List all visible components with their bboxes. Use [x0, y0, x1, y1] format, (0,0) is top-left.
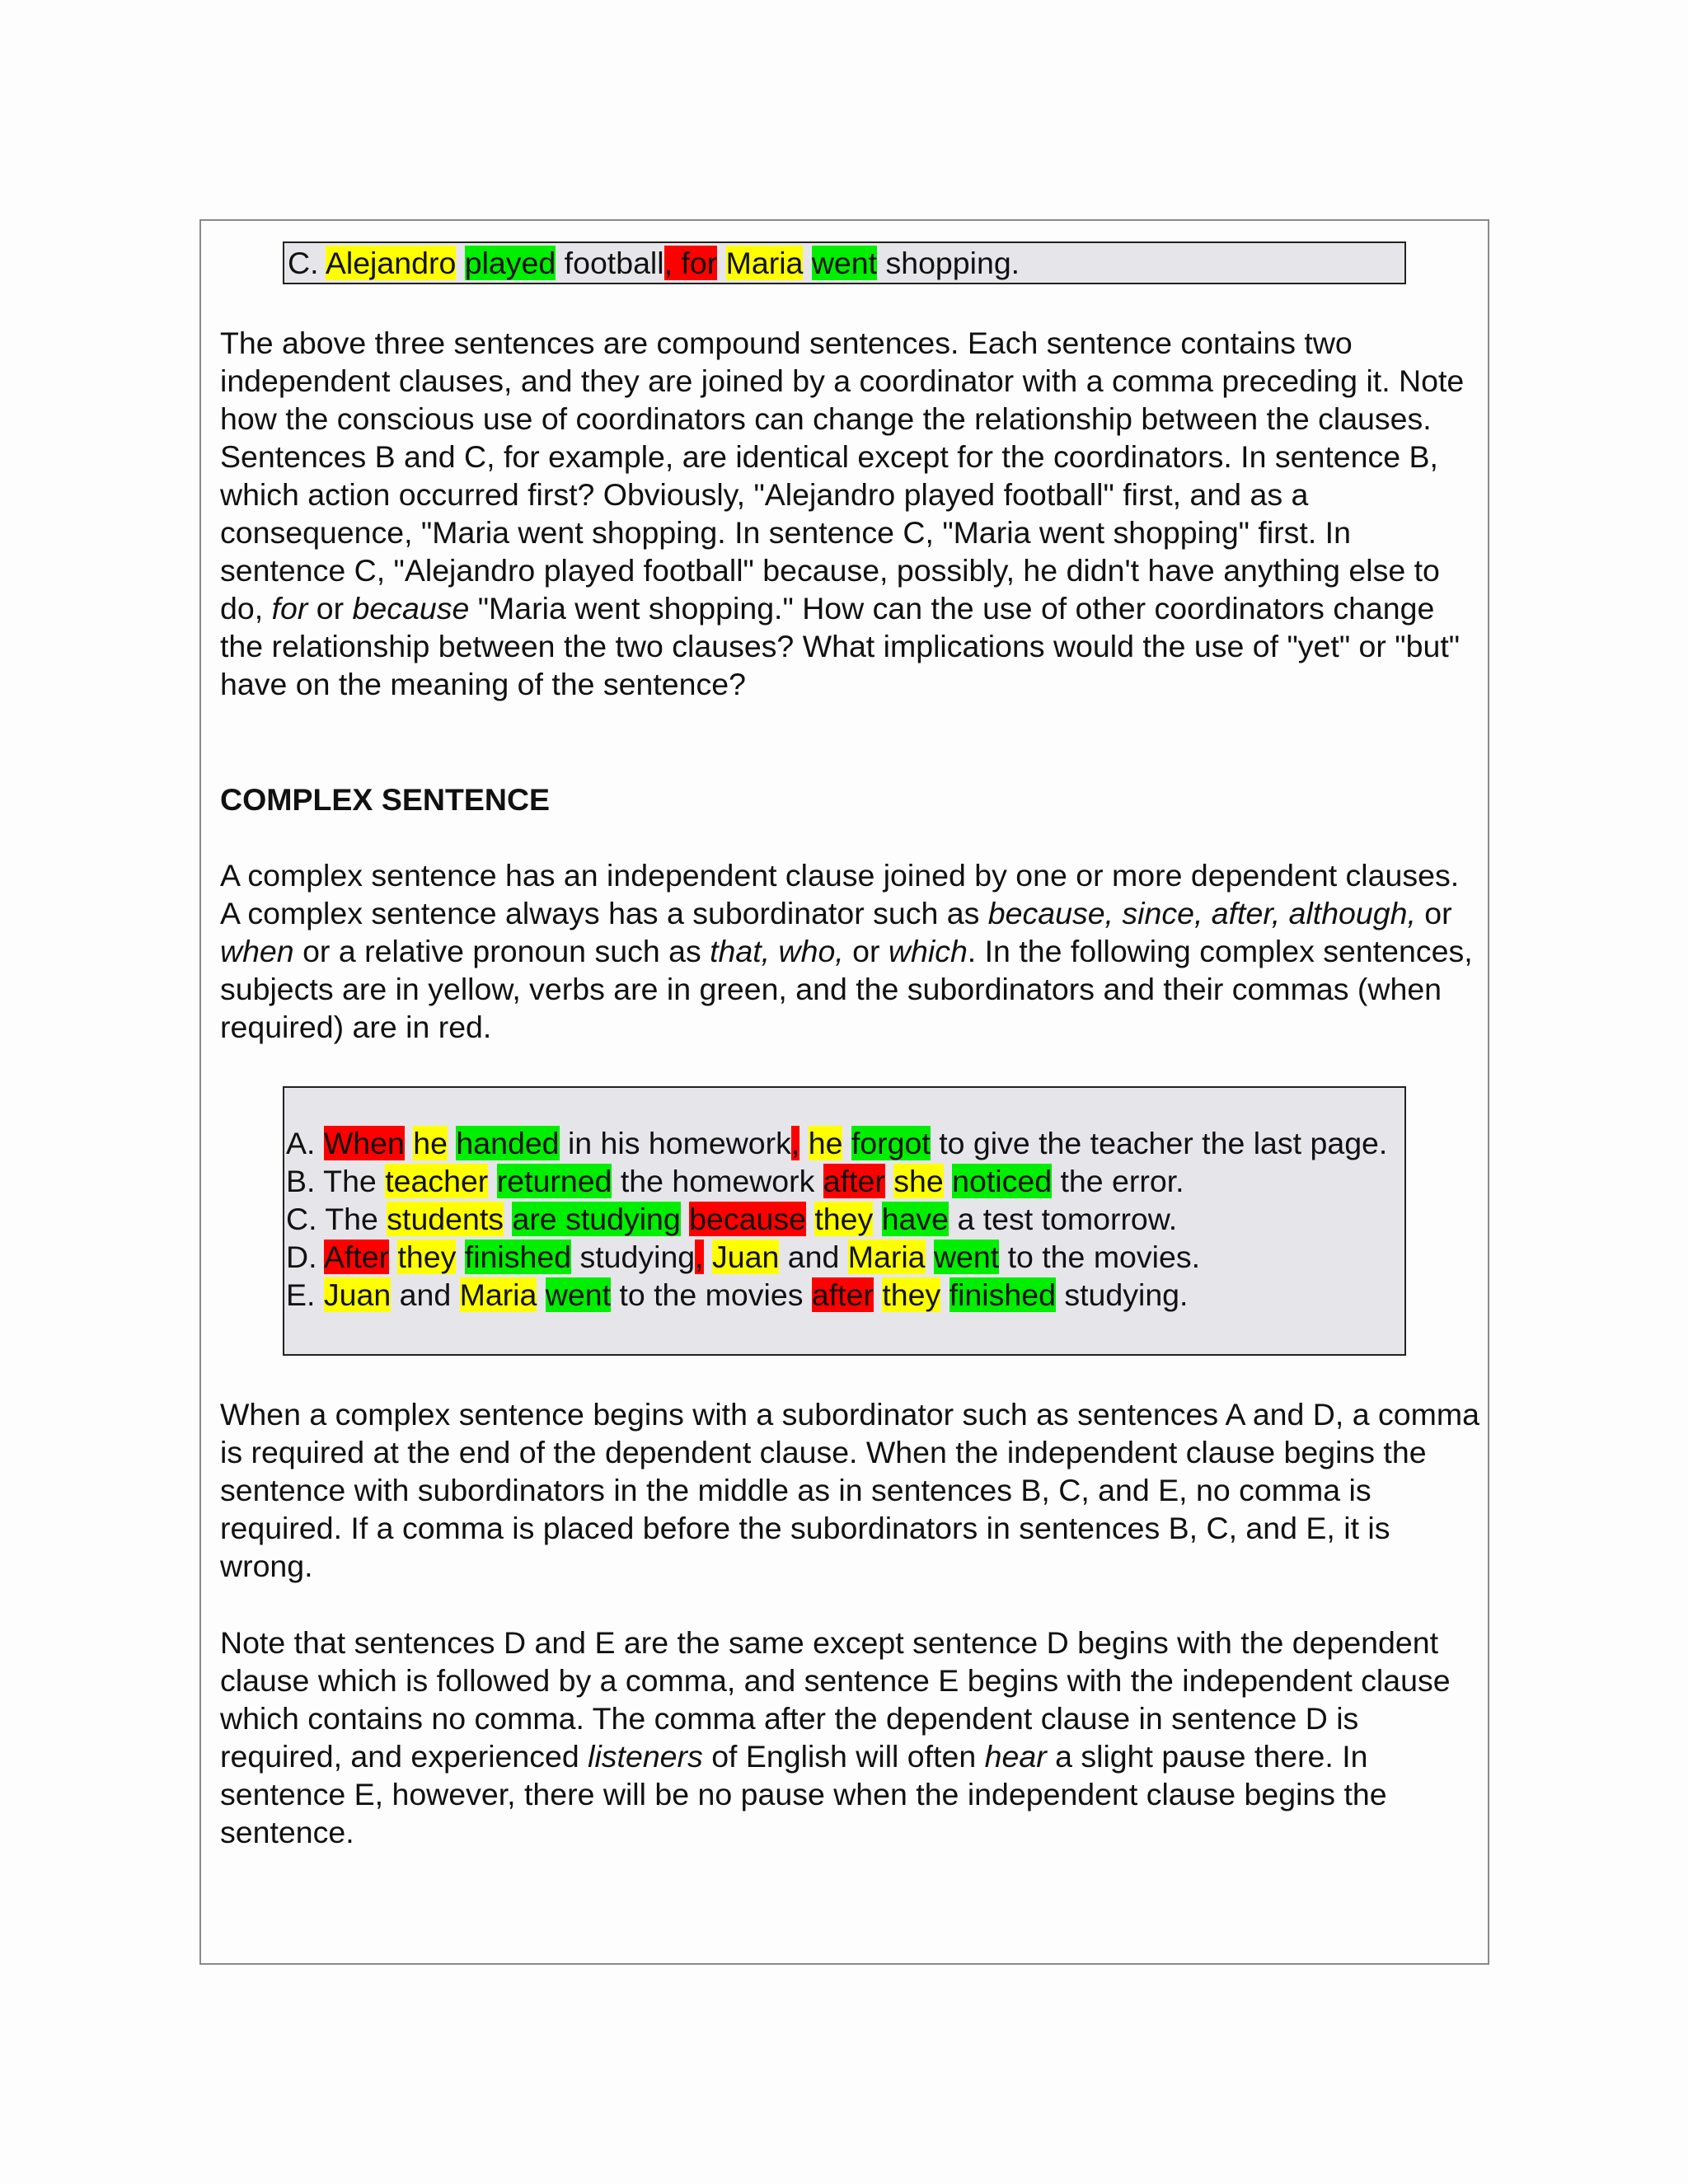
complex-examples-box [283, 1086, 1406, 1356]
verb-went: went [811, 246, 878, 280]
example-a: A. When he handed in his homework, he forgot to give the teacher the last page. [286, 1126, 1388, 1160]
paragraph-compound-explanation: The above three sentences are compound sentences. Each sentence contains two independent clauses, and they are joined by a coordinator with a comma preceding it. Note how the conscious use of coordinators can change the relationship between the clauses. Sentences B and C, for example, are identical except for the coordinators. In sentence B, which action occurred first? Obviously, "Alejandro played football" first, and as a consequence, "Maria went shopping. In sentence C, "Maria went shopping" first. In sentence C, "Alejandro played football" because, possibly, he didn't have anything else to do, for or because "Maria went shopping." How can the use of other coordinators change the relationship between the two clauses? What implications would the use of "yet" or "but" have on the meaning of the sentence? [220, 326, 1465, 701]
section-heading: COMPLEX SENTENCE [220, 782, 551, 817]
example-d: D. After they finished studying, Juan and Maria went to the movies. [286, 1240, 1201, 1274]
paragraph-comma-rule: When a complex sentence begins with a subordinator such as sentences A and D, a comma is required at the end of the dependent clause. When the independent clause begins the sentence with subordinators in the middle as in sentences B, C, and E, no comma is required. If a comma is placed before the subordinators in sentences B, C, and E, it is wrong. [220, 1397, 1479, 1583]
subject-alejandro: Alejandro [325, 246, 457, 280]
example-c: C. The students are studying because they have a test tomorrow. [286, 1202, 1178, 1236]
coordinator-for: , for [663, 246, 718, 280]
example-c-box: C. Alejandro played football, for Maria went shopping. [283, 241, 1406, 284]
paragraph-complex-definition: A complex sentence has an independent clause joined by one or more dependent clauses. A complex sentence always has a subordinator such as because, since, after, although, or when or a relative pronoun such as that, who, or which. In the following complex sentences, subjects are in yellow, verbs are in green, and the subordinators and their commas (when required) are in red. [220, 858, 1473, 1044]
paragraph-d-vs-e: Note that sentences D and E are the same except sentence D begins with the dependent clause which is followed by a comma, and sentence E begins with the independent clause which contains no comma. The comma after the dependent clause in sentence D is required, and experienced listeners of English will often hear a slight pause there. In sentence E, however, there will be no pause when the independent clause begins the sentence. [220, 1625, 1451, 1849]
subject-maria: Maria [725, 246, 804, 280]
verb-played: played [464, 246, 556, 280]
example-b: B. The teacher returned the homework after she noticed the error. [286, 1164, 1184, 1198]
example-c-label: C. [288, 246, 326, 280]
example-e: E. Juan and Maria went to the movies after they finished studying. [286, 1277, 1189, 1312]
